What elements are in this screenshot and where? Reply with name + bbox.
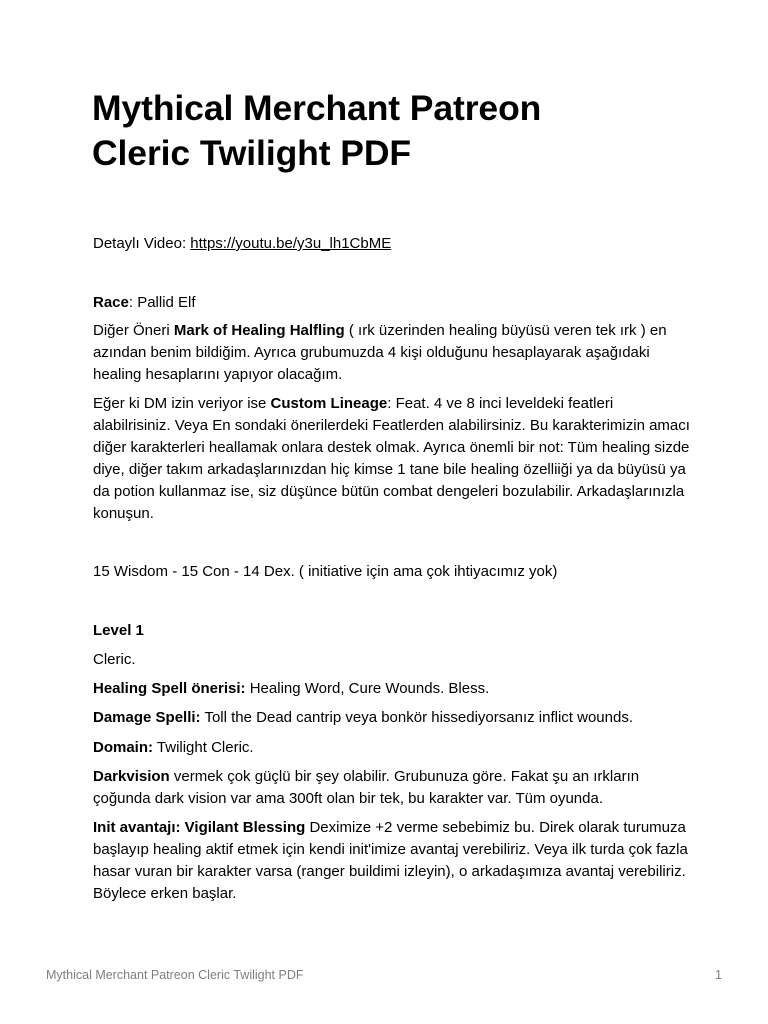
healing-spell-value: Healing Word, Cure Wounds. Bless. [245, 680, 490, 697]
darkvision-paragraph [93, 766, 693, 810]
page-number: 1 [715, 968, 722, 982]
level-1-class: Cleric. [93, 651, 136, 668]
custom-lineage-bold: Custom Lineage [270, 395, 388, 412]
video-paragraph [93, 233, 693, 255]
race-value: : Pallid Elf [128, 294, 196, 311]
alt-race-prefix: Diğer Öneri [93, 322, 174, 339]
level-1-heading-text: Level 1 [93, 622, 144, 639]
stats-paragraph: 15 Wisdom - 15 Con - 14 Dex. ( initiative için ama çok ihtiyacımız yok) [93, 563, 558, 580]
race-paragraph [93, 292, 693, 314]
darkvision-value: vermek çok güçlü bir şey olabilir. Grubunuza göre. Fakat şu an ırkların çoğunda dark vision var ama 300ft olan bir tek, bu karakter var. Tüm oyunda. [93, 768, 640, 807]
level-1-heading [93, 620, 693, 642]
title-line-2: Cleric Twilight PDF [92, 133, 411, 173]
domain-paragraph [93, 737, 693, 759]
title-line-1: Mythical Merchant Patreon [92, 88, 542, 128]
video-link[interactable]: https://youtu.be/y3u_lh1CbME [190, 235, 392, 252]
race-label: Race [93, 294, 129, 311]
darkvision-label: Darkvision [93, 768, 170, 785]
document-title [92, 86, 692, 176]
healing-spell-label: Healing Spell önerisi: [93, 680, 246, 697]
domain-label: Domain: [93, 739, 153, 756]
footer-title: Mythical Merchant Patreon Cleric Twilight PDF [46, 968, 304, 982]
alt-race-paragraph [93, 320, 693, 386]
healing-spell-paragraph [93, 678, 693, 700]
damage-spell-paragraph [93, 707, 693, 729]
custom-lineage-paragraph [93, 393, 693, 525]
custom-lineage-text: : Feat. 4 ve 8 inci leveldeki featleri alabilrisiniz. Veya En sondaki önerilerdeki Featlerden alabilirsiniz. Bu karakterimizin amacı diğer karakterleri heallamak onlara destek olmak. Ayrıca önemli bir not: Tüm healing sizde diye, diğer takım arkadaşlarınızdan hiç kimse 1 tane bile healing özelliiği ya da büyüsü ya da potion kullanmaz ise, siz düşünce bütün combat dengeleri bozulabilir. Arkadaşlarınızla konuşun. [93, 395, 690, 522]
custom-lineage-prefix: Eğer ki DM izin veriyor ise [93, 395, 271, 412]
alt-race-text: ( ırk üzerinden healing büyüsü veren tek ırk ) en azından benim bildiğim. Ayrıca grubumuzda 4 kişi olduğunu hesaplayarak aşağıdaki healing hesaplarını yapıyor olacağım. [93, 322, 667, 383]
video-label: Detaylı Video: [93, 235, 191, 252]
alt-race-bold: Mark of Healing Halfling [173, 322, 345, 339]
init-advantage-value: Deximize +2 verme sebebimiz bu. Direk olarak turumuza başlayıp healing aktif etmek için kendi init'imize avantaj verebiliriz. Veya ilk turda çok fazla hasar vuran bir karakter varsa (ranger buildimi izleyin), o arkadaşımıza avantaj verebiliriz. Böylece erken başlar. [93, 819, 688, 902]
damage-spell-label: Damage Spelli: [93, 709, 201, 726]
damage-spell-value: Toll the Dead cantrip veya bonkör hissediyorsanız inflict wounds. [200, 709, 633, 726]
init-advantage-label: Init avantajı: Vigilant Blessing [93, 819, 306, 836]
init-advantage-paragraph [93, 817, 693, 905]
domain-value: Twilight Cleric. [153, 739, 254, 756]
